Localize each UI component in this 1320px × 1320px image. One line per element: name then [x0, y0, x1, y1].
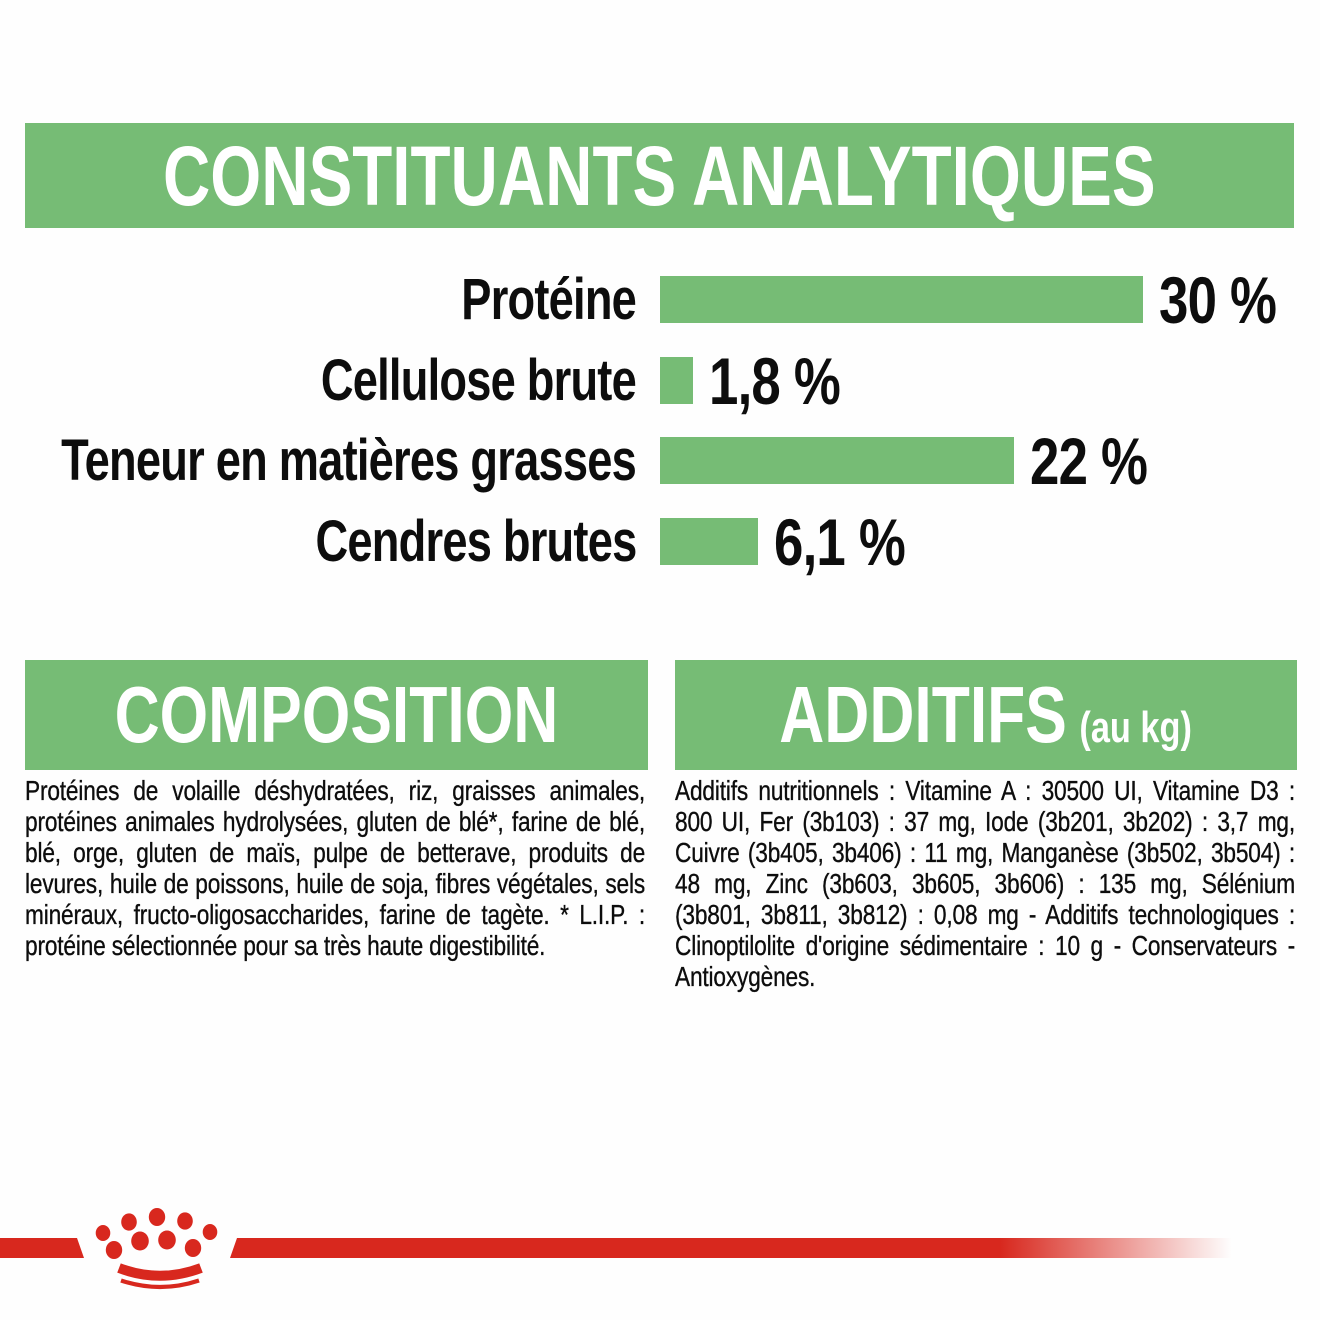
additives-title-wrap [779, 670, 1193, 759]
additives-header [675, 660, 1297, 770]
chart-category-label: Teneur en matières grasses [61, 427, 636, 493]
chart-bar [660, 518, 758, 565]
analytical-constituents-header [25, 123, 1294, 228]
chart-bar [660, 276, 1143, 323]
additives-unit-subtitle: (au kg) [1079, 703, 1193, 752]
composition-body-text: Protéines de volaille déshydratées, riz, graisses animales, protéines animales hydrolysées, gluten de blé*, farine de blé, blé, orge, gluten de maïs, pulpe de betterave, produits de levures, huile de poissons, huile de soja, fibres végétales, sels minéraux, fructo-oligosaccharides, farine de tagète. * L.I.P. : protéine sélectionnée pour sa très haute digestibilité. [25, 775, 646, 961]
chart-category-label: Cendres brutes [315, 508, 636, 574]
chart-row-fat-content [0, 423, 1320, 498]
chart-row-protein [0, 262, 1320, 337]
additives-title: ADDITIFS [779, 670, 1068, 759]
additives-body-text: Additifs nutritionnels : Vitamine A : 30500 UI, Vitamine D3 : 800 UI, Fer (3b103) : 37 mg, Iode (3b201, 3b202) : 3,7 mg, Cuivre (3b405, 3b406) : 11 mg, Manganèse (3b502, 3b504) : 48 mg, Zinc (3b603, 3b605, 3b606) : 135 mg, Sélénium (3b801, 3b811, 3b812) : 0,08 mg - Additifs technologiques : Clinoptilolite d'origine sédimentaire : 10 g - Conservateurs - Antioxygènes. [675, 775, 1296, 992]
chart-row-crude-ash [0, 504, 1320, 579]
analytical-constituents-title-wrap [163, 128, 1156, 223]
composition-title: COMPOSITION [114, 670, 559, 759]
analytical-constituents-title: CONSTITUANTS ANALYTIQUES [163, 128, 1156, 223]
chart-value-label: 30 % [1159, 262, 1277, 337]
chart-value-label: 6,1 % [774, 504, 906, 579]
chart-value-label: 1,8 % [709, 343, 841, 418]
chart-row-crude-fibre [0, 343, 1320, 418]
chart-bar [660, 437, 1014, 484]
brand-stripe-left [0, 1238, 84, 1258]
chart-category-label: Protéine [461, 266, 636, 332]
composition-header [25, 660, 648, 770]
chart-category-label: Cellulose brute [320, 347, 636, 413]
royal-canin-crown-paw-icon [90, 1200, 230, 1310]
chart-value-label: 22 % [1030, 423, 1148, 498]
chart-bar [660, 357, 693, 404]
brand-stripe-right [230, 1238, 1320, 1258]
composition-title-wrap [114, 670, 559, 759]
